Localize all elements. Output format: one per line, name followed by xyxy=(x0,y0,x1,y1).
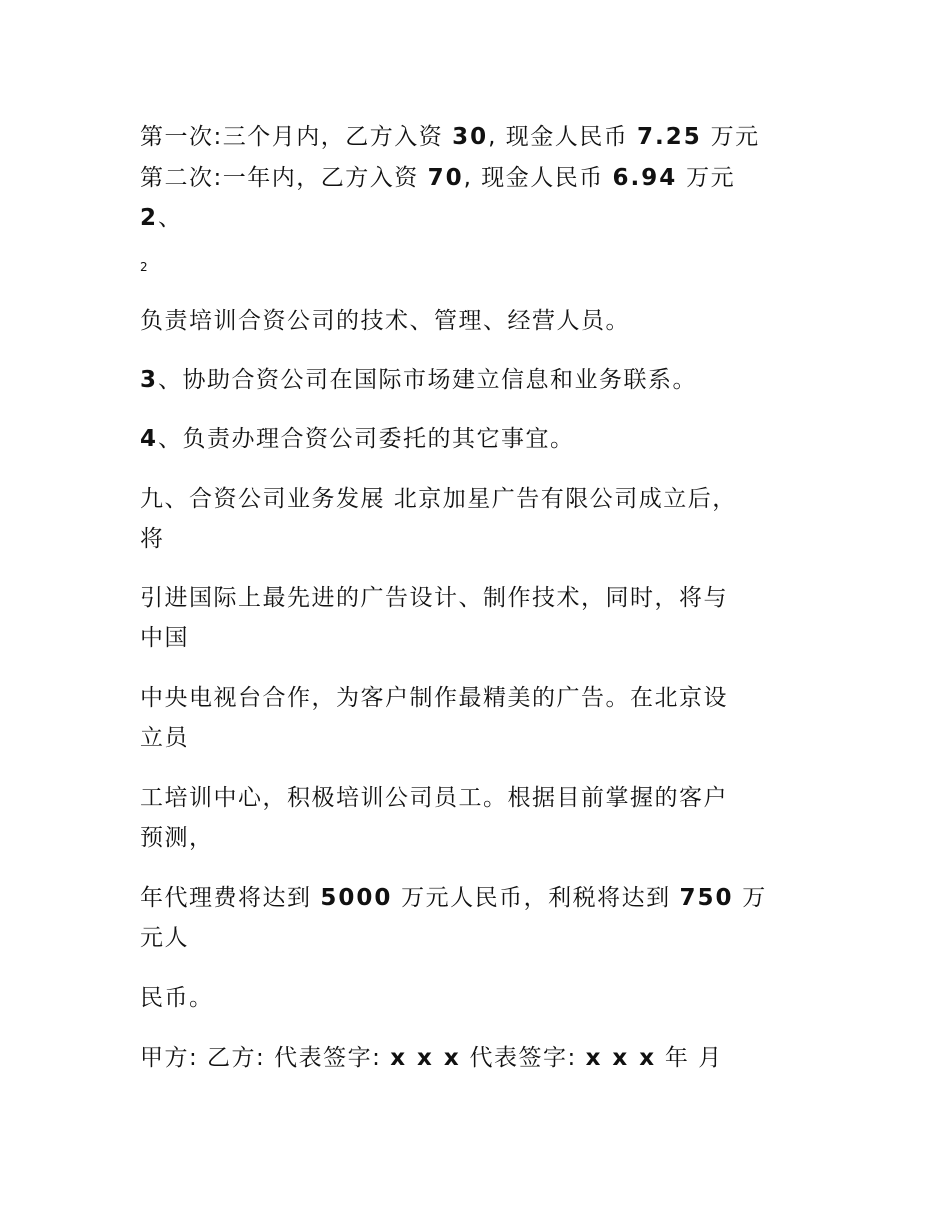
line-3-number: 2 xyxy=(140,205,159,231)
line-2-number-1: 70 xyxy=(427,165,464,191)
line-15-number-2: 750 xyxy=(679,885,734,911)
line-5-number: 3 xyxy=(140,367,159,393)
text-line-13: 工培训中心，积极培训公司员工。根据目前掌握的客户 xyxy=(140,785,728,811)
line-5-text: 、协助合资公司在国际市场建立信息和业务联系。 xyxy=(158,367,698,393)
text-line-15 xyxy=(140,878,767,918)
signature-placeholder-1: x x x xyxy=(390,1045,461,1071)
text-line-17: 民币。 xyxy=(140,985,214,1011)
line-1-text-b: , 现金人民币 xyxy=(488,124,629,150)
line-15-text-b: 万元人民币，利税将达到 xyxy=(401,885,671,911)
line-6-text: 、负责办理合资公司委托的其它事宜。 xyxy=(158,426,575,452)
line-1-text-a: 第一次:三个月内，乙方入资 xyxy=(140,124,444,150)
text-line-1 xyxy=(140,117,760,157)
line-1-text-c: 万元 xyxy=(710,124,760,150)
text-line-4: 负责培训合资公司的技术、管理、经营人员。 xyxy=(140,308,630,334)
line-6-number: 4 xyxy=(140,426,159,452)
text-line-6 xyxy=(140,419,575,459)
line-3-text: 、 xyxy=(158,205,183,231)
page-footnote-number: 2 xyxy=(140,260,148,274)
text-line-7: 九、合资公司业务发展 北京加星广告有限公司成立后， xyxy=(140,486,737,512)
text-line-2 xyxy=(140,158,735,198)
text-line-5 xyxy=(140,360,697,400)
line-15-text-a: 年代理费将达到 xyxy=(140,885,312,911)
line-2-text-c: 万元 xyxy=(686,165,736,191)
text-line-8: 将 xyxy=(140,526,165,552)
signature-text-a: 甲方: 乙方: 代表签字: xyxy=(140,1045,391,1071)
line-2-number-2: 6.94 xyxy=(612,165,678,191)
text-line-9: 引进国际上最先进的广告设计、制作技术，同时，将与 xyxy=(140,585,728,611)
line-15-text-c: 万 xyxy=(742,885,767,911)
text-line-16: 元人 xyxy=(140,925,189,951)
line-1-number-1: 30 xyxy=(452,124,489,150)
text-line-3 xyxy=(140,198,183,238)
signature-line xyxy=(140,1038,723,1078)
text-line-12: 立员 xyxy=(140,725,189,751)
signature-text-c: 年 月 xyxy=(656,1045,723,1071)
text-line-10: 中国 xyxy=(140,625,189,651)
signature-text-b: 代表签字: xyxy=(460,1045,586,1071)
signature-placeholder-2: x x x xyxy=(585,1045,657,1071)
line-1-number-2: 7.25 xyxy=(637,124,702,150)
line-2-text-b: , 现金人民币 xyxy=(463,165,604,191)
text-line-14: 预测， xyxy=(140,825,214,851)
text-line-11: 中央电视台合作，为客户制作最精美的广告。在北京设 xyxy=(140,685,728,711)
line-15-number-1: 5000 xyxy=(320,885,393,911)
line-2-text-a: 第二次:一年内，乙方入资 xyxy=(140,165,419,191)
